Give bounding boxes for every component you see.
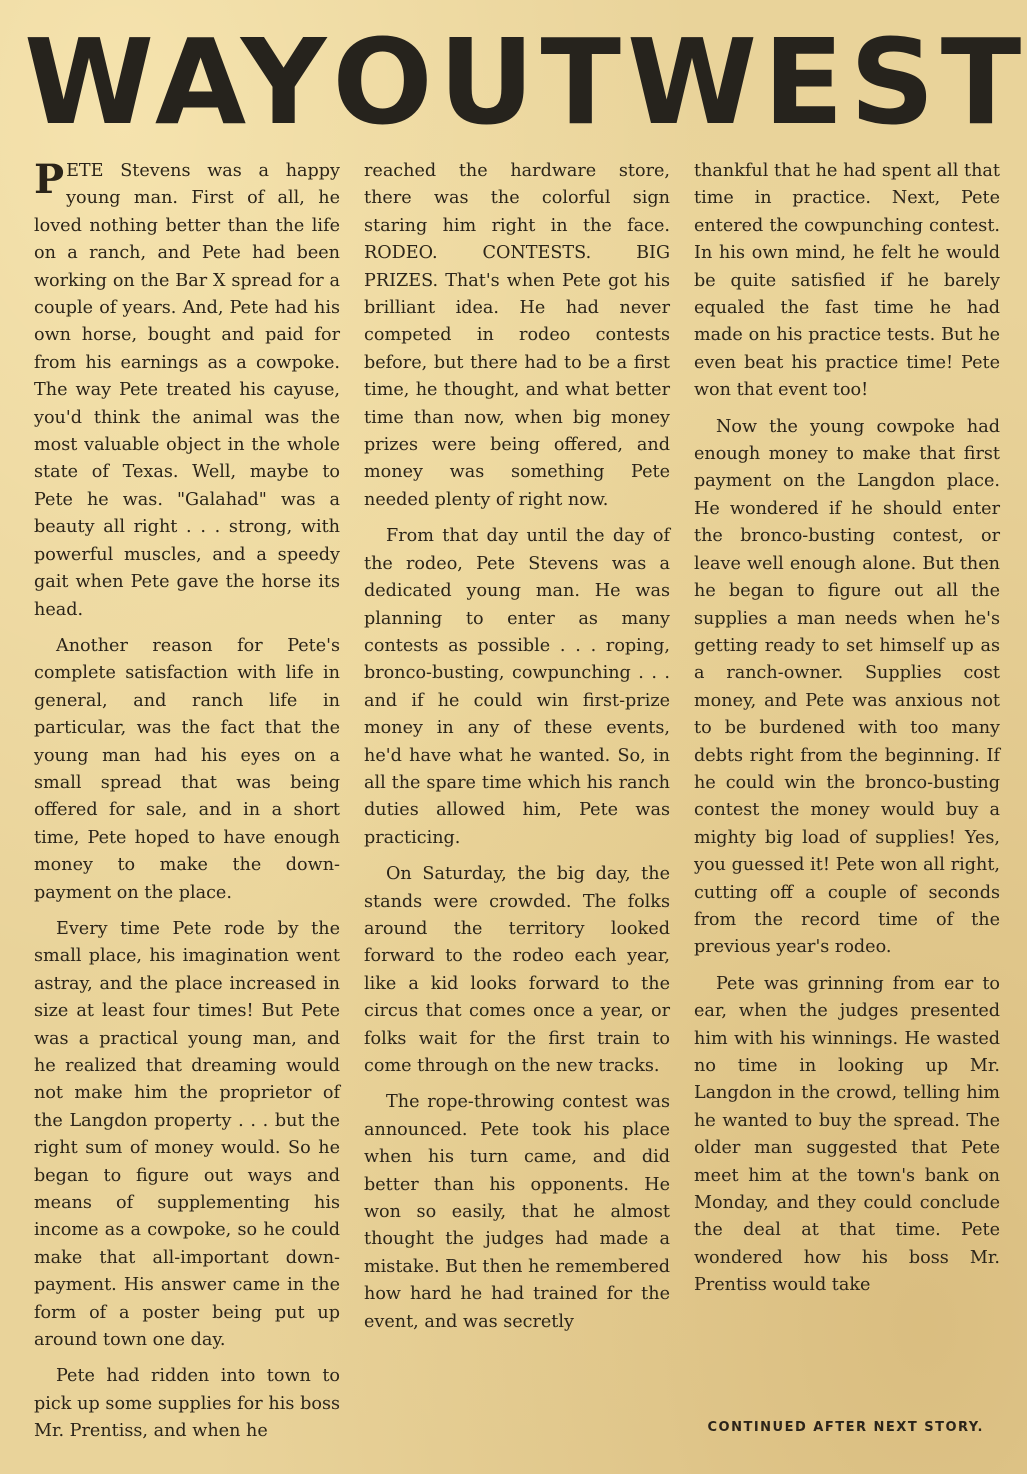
column-3 — [694, 158, 1000, 1418]
column-1 — [34, 156, 340, 1442]
title-word-out: OUT — [332, 13, 627, 151]
paragraph: reached the hardware store, there was the colorful sign staring him right in the face. RODEO. CONTESTS. BIG PRIZES. That's when Pete got his brilliant idea. He had never competed in rodeo contests before, but there had to be a first time, he thought, and what better time than now, when big money prizes were being offered, and money was something Pete needed plenty of right now. — [364, 161, 670, 510]
column-2 — [364, 158, 670, 1418]
paragraph — [34, 158, 340, 624]
story-title — [24, 13, 1027, 151]
paragraph: Another reason for Pete's complete satisfaction with life in general, and ranch life in particular, was the fact that the young man had his eyes on a small spread that was being offered for sale, and in a short time, Pete hoped to have enough money to make the down-payment on the place. — [34, 635, 340, 903]
paragraph: Every time Pete rode by the small place, his imagination went astray, and the place increased in size at least four times! But Pete was a practical young man, and he realized that dreaming would not make him the proprietor of the Langdon property . . . but the right sum of money would. So he began to figure out ways and means of supplementing his income as a cowpoke, so he could make that all-important down-payment. His answer came in the form of a poster being put up around town one day. — [34, 918, 340, 1351]
paragraph: Pete was grinning from ear to ear, when the judges presented him with his winnings. He wasted no time in looking up Mr. Langdon in the crowd, telling him he wanted to buy the spread. The older man suggested that Pete meet him at the town's bank on Monday, and they could conclude the deal at that time. Pete wondered how his boss Mr. Prentiss would take — [694, 973, 1000, 1296]
paragraph: On Saturday, the big day, the stands were crowded. The folks around the territory looked forward to the rodeo each year, like a kid looks forward to the circus that comes once a year, or folks wait for the first train to come through on the new tracks. — [364, 864, 670, 1076]
paragraph: Pete had ridden into town to pick up some supplies for his boss Mr. Prentiss, and when he — [34, 1366, 340, 1442]
title-word-west: WEST — [626, 13, 1027, 151]
paragraph-text: ETE Stevens was a happy young man. First of all, he loved nothing better than the life on a ranch, and Pete had been working on the Bar X spread for a couple of years. And, Pete had his own horse, bought and paid for from his earnings as a cowpoke. The way Pete treated his cayuse, you'd think the animal was the most valuable object in the whole state of Texas. Well, maybe to Pete he was. "Galahad" was a beauty all right . . . strong, with powerful muscles, and a speedy gait when Pete gave the horse its head. — [34, 161, 340, 620]
paragraph: From that day until the day of the rodeo, Pete Stevens was a dedicated young man. He was planning to enter as many contests as possible . . . roping, bronco-busting, cowpunching . . . and if he could win first-prize money in any of these events, he'd have what he wanted. So, in all the spare time which his ranch duties allowed him, Pete was practicing. — [364, 526, 670, 848]
drop-cap: P — [34, 156, 65, 203]
continued-note: CONTINUED AFTER NEXT STORY. — [707, 1420, 984, 1435]
title-word-way: WAY — [24, 13, 333, 151]
paragraph: The rope-throwing contest was announced. Pete took his place when his turn came, and did better than his opponents. He won so easily, that he almost thought the judges had made a mistake. But then he remembered how hard he had trained for the event, and was secretly — [364, 1092, 670, 1332]
paragraph: Now the young cowpoke had enough money to make that first payment on the Langdon place. He wondered if he should enter the bronco-busting contest, or leave well enough alone. But then he began to figure out all the supplies a man needs when he's getting ready to set himself up as a ranch-owner. Supplies cost money, and Pete was anxious not to be burdened with too many debts right from the beginning. If he could win the bronco-busting contest the money would buy a mighty big load of supplies! Yes, you guessed it! Pete won all right, cutting off a couple of seconds from the record time of the previous year's rodeo. — [694, 416, 1000, 958]
paragraph: thankful that he had spent all that time in practice. Next, Pete entered the cowpunching contest. In his own mind, he felt he would be quite satisfied if he barely equaled the fast time he had made on his practice tests. But he even beat his practice time! Pete won that event too! — [694, 161, 1000, 401]
